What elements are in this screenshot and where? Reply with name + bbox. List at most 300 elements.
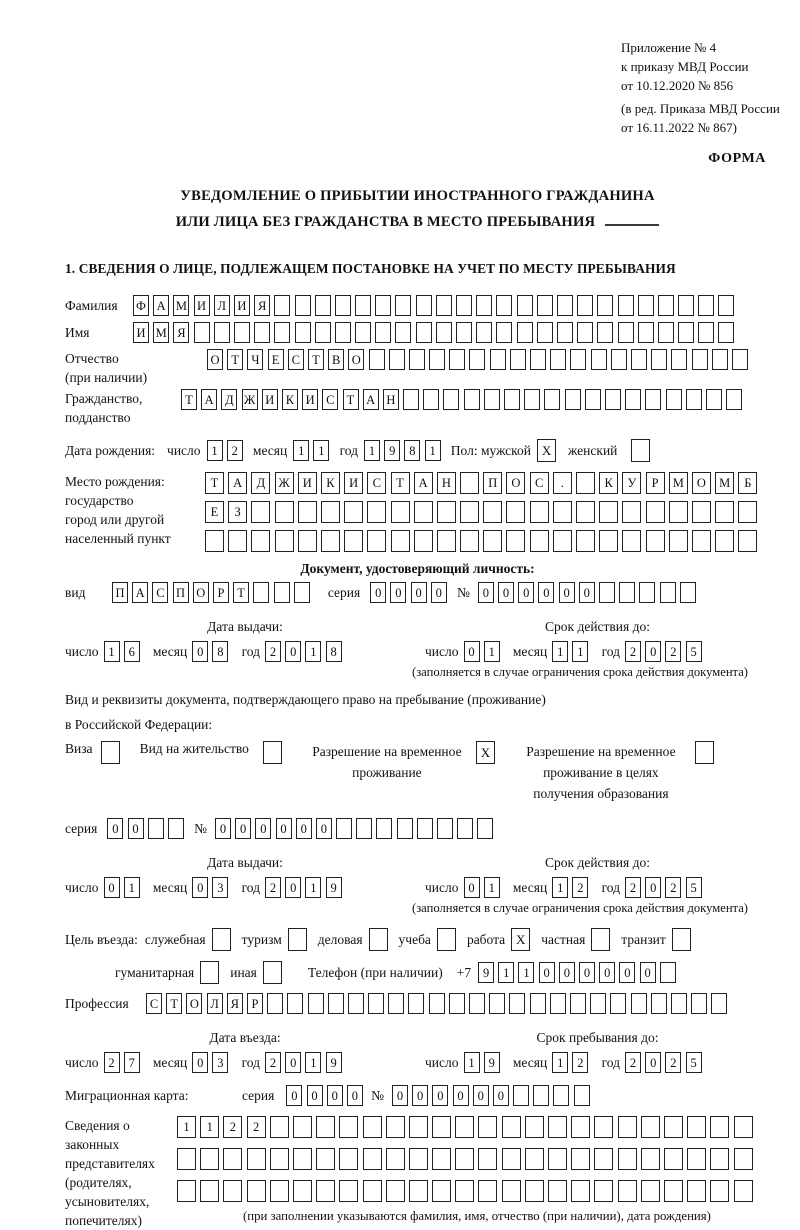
- char-cell[interactable]: Т: [308, 349, 324, 370]
- char-cell[interactable]: [367, 530, 386, 552]
- char-cell[interactable]: Д: [221, 389, 237, 410]
- char-cell[interactable]: [651, 993, 667, 1014]
- char-cell[interactable]: О: [186, 993, 202, 1014]
- char-cell[interactable]: Ф: [133, 295, 149, 316]
- char-cell[interactable]: [504, 389, 520, 410]
- char-cell[interactable]: [356, 818, 372, 839]
- char-cell[interactable]: [429, 993, 445, 1014]
- char-cell[interactable]: [646, 501, 665, 523]
- char-cell[interactable]: [316, 1180, 335, 1202]
- char-cell[interactable]: С: [288, 349, 304, 370]
- char-cell[interactable]: [506, 501, 525, 523]
- char-cell[interactable]: [375, 322, 391, 343]
- char-cell[interactable]: [502, 1148, 521, 1170]
- char-cell[interactable]: [455, 1148, 474, 1170]
- char-cell[interactable]: А: [153, 295, 169, 316]
- char-cell[interactable]: Р: [646, 472, 665, 494]
- char-cell[interactable]: [570, 993, 586, 1014]
- char-cell[interactable]: 2: [265, 1052, 281, 1073]
- char-cell[interactable]: 0: [285, 641, 301, 662]
- char-cell[interactable]: [517, 322, 533, 343]
- char-cell[interactable]: [550, 993, 566, 1014]
- char-cell[interactable]: 0: [619, 962, 635, 983]
- char-cell[interactable]: Я: [173, 322, 189, 343]
- char-cell[interactable]: [639, 582, 655, 603]
- char-cell[interactable]: [571, 1180, 590, 1202]
- char-cell[interactable]: [391, 501, 410, 523]
- char-cell[interactable]: [247, 1180, 266, 1202]
- char-cell[interactable]: [710, 1180, 729, 1202]
- purpose-option-checkbox[interactable]: [212, 928, 231, 951]
- char-cell[interactable]: Е: [268, 349, 284, 370]
- char-cell[interactable]: [429, 349, 445, 370]
- char-cell[interactable]: [517, 295, 533, 316]
- char-cell[interactable]: 0: [192, 1052, 208, 1073]
- char-cell[interactable]: [376, 818, 392, 839]
- char-cell[interactable]: [436, 295, 452, 316]
- char-cell[interactable]: [590, 993, 606, 1014]
- char-cell[interactable]: И: [298, 472, 317, 494]
- char-cell[interactable]: 1: [313, 440, 329, 461]
- char-cell[interactable]: [293, 1148, 312, 1170]
- char-cell[interactable]: [496, 322, 512, 343]
- char-cell[interactable]: [339, 1148, 358, 1170]
- char-cell[interactable]: [321, 501, 340, 523]
- char-cell[interactable]: [408, 993, 424, 1014]
- char-cell[interactable]: [469, 349, 485, 370]
- char-cell[interactable]: [692, 530, 711, 552]
- char-cell[interactable]: 3: [212, 877, 228, 898]
- char-cell[interactable]: [298, 501, 317, 523]
- char-cell[interactable]: [223, 1148, 242, 1170]
- char-cell[interactable]: [557, 295, 573, 316]
- char-cell[interactable]: К: [282, 389, 298, 410]
- char-cell[interactable]: [734, 1148, 753, 1170]
- char-cell[interactable]: 1: [425, 440, 441, 461]
- char-cell[interactable]: [316, 1148, 335, 1170]
- char-cell[interactable]: [432, 1148, 451, 1170]
- char-cell[interactable]: 0: [285, 877, 301, 898]
- char-cell[interactable]: [403, 389, 419, 410]
- char-cell[interactable]: [510, 349, 526, 370]
- char-cell[interactable]: [339, 1116, 358, 1138]
- char-cell[interactable]: [502, 1180, 521, 1202]
- char-cell[interactable]: [641, 1148, 660, 1170]
- char-cell[interactable]: [455, 1180, 474, 1202]
- char-cell[interactable]: 1: [364, 440, 380, 461]
- char-cell[interactable]: [692, 349, 708, 370]
- char-cell[interactable]: [339, 1180, 358, 1202]
- char-cell[interactable]: [490, 349, 506, 370]
- char-cell[interactable]: 2: [223, 1116, 242, 1138]
- char-cell[interactable]: [671, 349, 687, 370]
- char-cell[interactable]: 1: [293, 440, 309, 461]
- char-cell[interactable]: 0: [412, 1085, 428, 1106]
- char-cell[interactable]: 8: [404, 440, 420, 461]
- char-cell[interactable]: [710, 1116, 729, 1138]
- char-cell[interactable]: 0: [285, 1052, 301, 1073]
- char-cell[interactable]: 2: [665, 1052, 681, 1073]
- char-cell[interactable]: [293, 1180, 312, 1202]
- char-cell[interactable]: П: [173, 582, 189, 603]
- char-cell[interactable]: 0: [645, 1052, 661, 1073]
- char-cell[interactable]: [506, 530, 525, 552]
- char-cell[interactable]: [344, 530, 363, 552]
- char-cell[interactable]: [687, 1148, 706, 1170]
- char-cell[interactable]: [599, 501, 618, 523]
- char-cell[interactable]: 8: [212, 641, 228, 662]
- char-cell[interactable]: [253, 582, 269, 603]
- char-cell[interactable]: 9: [384, 440, 400, 461]
- char-cell[interactable]: [734, 1180, 753, 1202]
- char-cell[interactable]: 5: [686, 877, 702, 898]
- char-cell[interactable]: О: [207, 349, 223, 370]
- char-cell[interactable]: [205, 530, 224, 552]
- char-cell[interactable]: [496, 295, 512, 316]
- char-cell[interactable]: [367, 501, 386, 523]
- char-cell[interactable]: [432, 1180, 451, 1202]
- char-cell[interactable]: [570, 349, 586, 370]
- char-cell[interactable]: [585, 389, 601, 410]
- char-cell[interactable]: [460, 472, 479, 494]
- char-cell[interactable]: [397, 818, 413, 839]
- char-cell[interactable]: К: [321, 472, 340, 494]
- char-cell[interactable]: [455, 1116, 474, 1138]
- char-cell[interactable]: П: [483, 472, 502, 494]
- char-cell[interactable]: [270, 1116, 289, 1138]
- char-cell[interactable]: [335, 295, 351, 316]
- char-cell[interactable]: И: [262, 389, 278, 410]
- char-cell[interactable]: [316, 1116, 335, 1138]
- char-cell[interactable]: 0: [411, 582, 427, 603]
- char-cell[interactable]: Ж: [275, 472, 294, 494]
- char-cell[interactable]: [646, 530, 665, 552]
- char-cell[interactable]: У: [622, 472, 641, 494]
- char-cell[interactable]: 1: [104, 641, 120, 662]
- char-cell[interactable]: [715, 501, 734, 523]
- char-cell[interactable]: 0: [192, 641, 208, 662]
- char-cell[interactable]: [548, 1116, 567, 1138]
- char-cell[interactable]: [395, 295, 411, 316]
- char-cell[interactable]: [625, 389, 641, 410]
- char-cell[interactable]: [308, 993, 324, 1014]
- char-cell[interactable]: 1: [498, 962, 514, 983]
- char-cell[interactable]: Р: [213, 582, 229, 603]
- char-cell[interactable]: [553, 501, 572, 523]
- char-cell[interactable]: [275, 530, 294, 552]
- char-cell[interactable]: [437, 501, 456, 523]
- char-cell[interactable]: 0: [392, 1085, 408, 1106]
- char-cell[interactable]: 0: [453, 1085, 469, 1106]
- char-cell[interactable]: [706, 389, 722, 410]
- char-cell[interactable]: [464, 389, 480, 410]
- char-cell[interactable]: 1: [305, 1052, 321, 1073]
- char-cell[interactable]: [691, 993, 707, 1014]
- char-cell[interactable]: [605, 389, 621, 410]
- char-cell[interactable]: [270, 1148, 289, 1170]
- char-cell[interactable]: [641, 1180, 660, 1202]
- char-cell[interactable]: Л: [207, 993, 223, 1014]
- char-cell[interactable]: 9: [326, 877, 342, 898]
- char-cell[interactable]: [711, 993, 727, 1014]
- char-cell[interactable]: [638, 295, 654, 316]
- char-cell[interactable]: 0: [498, 582, 514, 603]
- char-cell[interactable]: Б: [738, 472, 757, 494]
- char-cell[interactable]: [599, 582, 615, 603]
- char-cell[interactable]: 0: [579, 582, 595, 603]
- char-cell[interactable]: П: [112, 582, 128, 603]
- char-cell[interactable]: [610, 993, 626, 1014]
- char-cell[interactable]: [336, 818, 352, 839]
- char-cell[interactable]: [715, 530, 734, 552]
- char-cell[interactable]: 0: [478, 582, 494, 603]
- char-cell[interactable]: [363, 1116, 382, 1138]
- char-cell[interactable]: 0: [645, 641, 661, 662]
- char-cell[interactable]: 1: [484, 877, 500, 898]
- char-cell[interactable]: [594, 1116, 613, 1138]
- char-cell[interactable]: [687, 1180, 706, 1202]
- char-cell[interactable]: [478, 1148, 497, 1170]
- char-cell[interactable]: 2: [572, 1052, 588, 1073]
- char-cell[interactable]: А: [363, 389, 379, 410]
- char-cell[interactable]: [483, 501, 502, 523]
- char-cell[interactable]: [565, 389, 581, 410]
- char-cell[interactable]: [287, 993, 303, 1014]
- char-cell[interactable]: [594, 1180, 613, 1202]
- char-cell[interactable]: 0: [539, 962, 555, 983]
- char-cell[interactable]: [469, 993, 485, 1014]
- char-cell[interactable]: [513, 1085, 529, 1106]
- char-cell[interactable]: [168, 818, 184, 839]
- char-cell[interactable]: [200, 1180, 219, 1202]
- char-cell[interactable]: М: [715, 472, 734, 494]
- char-cell[interactable]: [363, 1148, 382, 1170]
- char-cell[interactable]: С: [367, 472, 386, 494]
- char-cell[interactable]: [395, 322, 411, 343]
- char-cell[interactable]: [622, 501, 641, 523]
- char-cell[interactable]: [355, 322, 371, 343]
- char-cell[interactable]: [443, 389, 459, 410]
- char-cell[interactable]: 2: [665, 877, 681, 898]
- residence-option-temp-permit-checkbox[interactable]: X: [476, 741, 495, 764]
- char-cell[interactable]: [388, 993, 404, 1014]
- char-cell[interactable]: [328, 993, 344, 1014]
- char-cell[interactable]: [228, 530, 247, 552]
- char-cell[interactable]: [251, 530, 270, 552]
- char-cell[interactable]: Ж: [242, 389, 258, 410]
- char-cell[interactable]: 7: [124, 1052, 140, 1073]
- char-cell[interactable]: М: [153, 322, 169, 343]
- char-cell[interactable]: [618, 1148, 637, 1170]
- char-cell[interactable]: [214, 322, 230, 343]
- char-cell[interactable]: 0: [104, 877, 120, 898]
- char-cell[interactable]: [389, 349, 405, 370]
- char-cell[interactable]: [335, 322, 351, 343]
- char-cell[interactable]: [550, 349, 566, 370]
- char-cell[interactable]: [409, 1116, 428, 1138]
- char-cell[interactable]: [148, 818, 164, 839]
- char-cell[interactable]: Т: [227, 349, 243, 370]
- char-cell[interactable]: [363, 1180, 382, 1202]
- char-cell[interactable]: 0: [640, 962, 656, 983]
- char-cell[interactable]: [251, 501, 270, 523]
- char-cell[interactable]: [686, 389, 702, 410]
- char-cell[interactable]: 1: [200, 1116, 219, 1138]
- char-cell[interactable]: [553, 1085, 569, 1106]
- char-cell[interactable]: [355, 295, 371, 316]
- char-cell[interactable]: [671, 993, 687, 1014]
- char-cell[interactable]: 2: [625, 641, 641, 662]
- char-cell[interactable]: [315, 322, 331, 343]
- char-cell[interactable]: О: [692, 472, 711, 494]
- char-cell[interactable]: К: [599, 472, 618, 494]
- char-cell[interactable]: [234, 322, 250, 343]
- char-cell[interactable]: [416, 295, 432, 316]
- char-cell[interactable]: [386, 1116, 405, 1138]
- char-cell[interactable]: [530, 349, 546, 370]
- char-cell[interactable]: [423, 389, 439, 410]
- char-cell[interactable]: А: [228, 472, 247, 494]
- char-cell[interactable]: [315, 295, 331, 316]
- char-cell[interactable]: 1: [305, 877, 321, 898]
- char-cell[interactable]: 0: [579, 962, 595, 983]
- char-cell[interactable]: [664, 1180, 683, 1202]
- char-cell[interactable]: [477, 818, 493, 839]
- char-cell[interactable]: [712, 349, 728, 370]
- char-cell[interactable]: [530, 530, 549, 552]
- purpose-option-checkbox[interactable]: [369, 928, 388, 951]
- char-cell[interactable]: [698, 322, 714, 343]
- char-cell[interactable]: [449, 349, 465, 370]
- char-cell[interactable]: А: [132, 582, 148, 603]
- char-cell[interactable]: [597, 295, 613, 316]
- char-cell[interactable]: 2: [104, 1052, 120, 1073]
- char-cell[interactable]: Ч: [247, 349, 263, 370]
- char-cell[interactable]: 0: [538, 582, 554, 603]
- char-cell[interactable]: 0: [286, 1085, 302, 1106]
- char-cell[interactable]: [692, 501, 711, 523]
- char-cell[interactable]: С: [152, 582, 168, 603]
- char-cell[interactable]: [456, 322, 472, 343]
- char-cell[interactable]: [660, 582, 676, 603]
- char-cell[interactable]: 0: [128, 818, 144, 839]
- char-cell[interactable]: 9: [326, 1052, 342, 1073]
- char-cell[interactable]: 1: [305, 641, 321, 662]
- char-cell[interactable]: [409, 1180, 428, 1202]
- char-cell[interactable]: [618, 295, 634, 316]
- char-cell[interactable]: [687, 1116, 706, 1138]
- char-cell[interactable]: 2: [265, 641, 281, 662]
- char-cell[interactable]: Н: [383, 389, 399, 410]
- char-cell[interactable]: М: [173, 295, 189, 316]
- char-cell[interactable]: [409, 349, 425, 370]
- purpose-option-checkbox[interactable]: [200, 961, 219, 984]
- char-cell[interactable]: В: [328, 349, 344, 370]
- char-cell[interactable]: [680, 582, 696, 603]
- residence-option-education-permit-checkbox[interactable]: [695, 741, 714, 764]
- char-cell[interactable]: 0: [432, 1085, 448, 1106]
- char-cell[interactable]: 0: [107, 818, 123, 839]
- char-cell[interactable]: [678, 322, 694, 343]
- char-cell[interactable]: 1: [124, 877, 140, 898]
- char-cell[interactable]: [638, 322, 654, 343]
- char-cell[interactable]: [664, 1116, 683, 1138]
- char-cell[interactable]: [669, 530, 688, 552]
- char-cell[interactable]: [524, 389, 540, 410]
- char-cell[interactable]: [718, 322, 734, 343]
- char-cell[interactable]: 0: [235, 818, 251, 839]
- char-cell[interactable]: [409, 1148, 428, 1170]
- char-cell[interactable]: О: [506, 472, 525, 494]
- char-cell[interactable]: [247, 1148, 266, 1170]
- char-cell[interactable]: 1: [552, 877, 568, 898]
- char-cell[interactable]: [718, 295, 734, 316]
- char-cell[interactable]: .: [553, 472, 572, 494]
- char-cell[interactable]: [177, 1180, 196, 1202]
- char-cell[interactable]: И: [133, 322, 149, 343]
- char-cell[interactable]: [386, 1148, 405, 1170]
- char-cell[interactable]: [416, 322, 432, 343]
- char-cell[interactable]: 0: [645, 877, 661, 898]
- char-cell[interactable]: [530, 501, 549, 523]
- char-cell[interactable]: Т: [343, 389, 359, 410]
- char-cell[interactable]: [641, 1116, 660, 1138]
- char-cell[interactable]: Н: [437, 472, 456, 494]
- char-cell[interactable]: 1: [464, 1052, 480, 1073]
- char-cell[interactable]: 8: [326, 641, 342, 662]
- char-cell[interactable]: [576, 501, 595, 523]
- char-cell[interactable]: [533, 1085, 549, 1106]
- char-cell[interactable]: [483, 530, 502, 552]
- char-cell[interactable]: [449, 993, 465, 1014]
- char-cell[interactable]: 0: [518, 582, 534, 603]
- char-cell[interactable]: [298, 530, 317, 552]
- char-cell[interactable]: [275, 501, 294, 523]
- char-cell[interactable]: [456, 295, 472, 316]
- char-cell[interactable]: 5: [686, 1052, 702, 1073]
- char-cell[interactable]: [295, 295, 311, 316]
- char-cell[interactable]: [417, 818, 433, 839]
- char-cell[interactable]: Т: [205, 472, 224, 494]
- char-cell[interactable]: [611, 349, 627, 370]
- char-cell[interactable]: 0: [559, 962, 575, 983]
- char-cell[interactable]: [437, 818, 453, 839]
- char-cell[interactable]: [738, 501, 757, 523]
- char-cell[interactable]: 0: [370, 582, 386, 603]
- char-cell[interactable]: 0: [347, 1085, 363, 1106]
- char-cell[interactable]: [274, 582, 290, 603]
- char-cell[interactable]: З: [228, 501, 247, 523]
- residence-option-residence-permit-checkbox[interactable]: [263, 741, 282, 764]
- char-cell[interactable]: [664, 1148, 683, 1170]
- char-cell[interactable]: [254, 322, 270, 343]
- char-cell[interactable]: [476, 295, 492, 316]
- char-cell[interactable]: [553, 530, 572, 552]
- char-cell[interactable]: [432, 1116, 451, 1138]
- sex-male-checkbox[interactable]: X: [537, 439, 556, 462]
- char-cell[interactable]: О: [348, 349, 364, 370]
- char-cell[interactable]: [631, 993, 647, 1014]
- char-cell[interactable]: 2: [247, 1116, 266, 1138]
- char-cell[interactable]: [274, 322, 290, 343]
- char-cell[interactable]: 1: [177, 1116, 196, 1138]
- char-cell[interactable]: [525, 1180, 544, 1202]
- char-cell[interactable]: Т: [391, 472, 410, 494]
- char-cell[interactable]: 2: [227, 440, 243, 461]
- char-cell[interactable]: [571, 1116, 590, 1138]
- char-cell[interactable]: 0: [307, 1085, 323, 1106]
- purpose-option-checkbox[interactable]: [591, 928, 610, 951]
